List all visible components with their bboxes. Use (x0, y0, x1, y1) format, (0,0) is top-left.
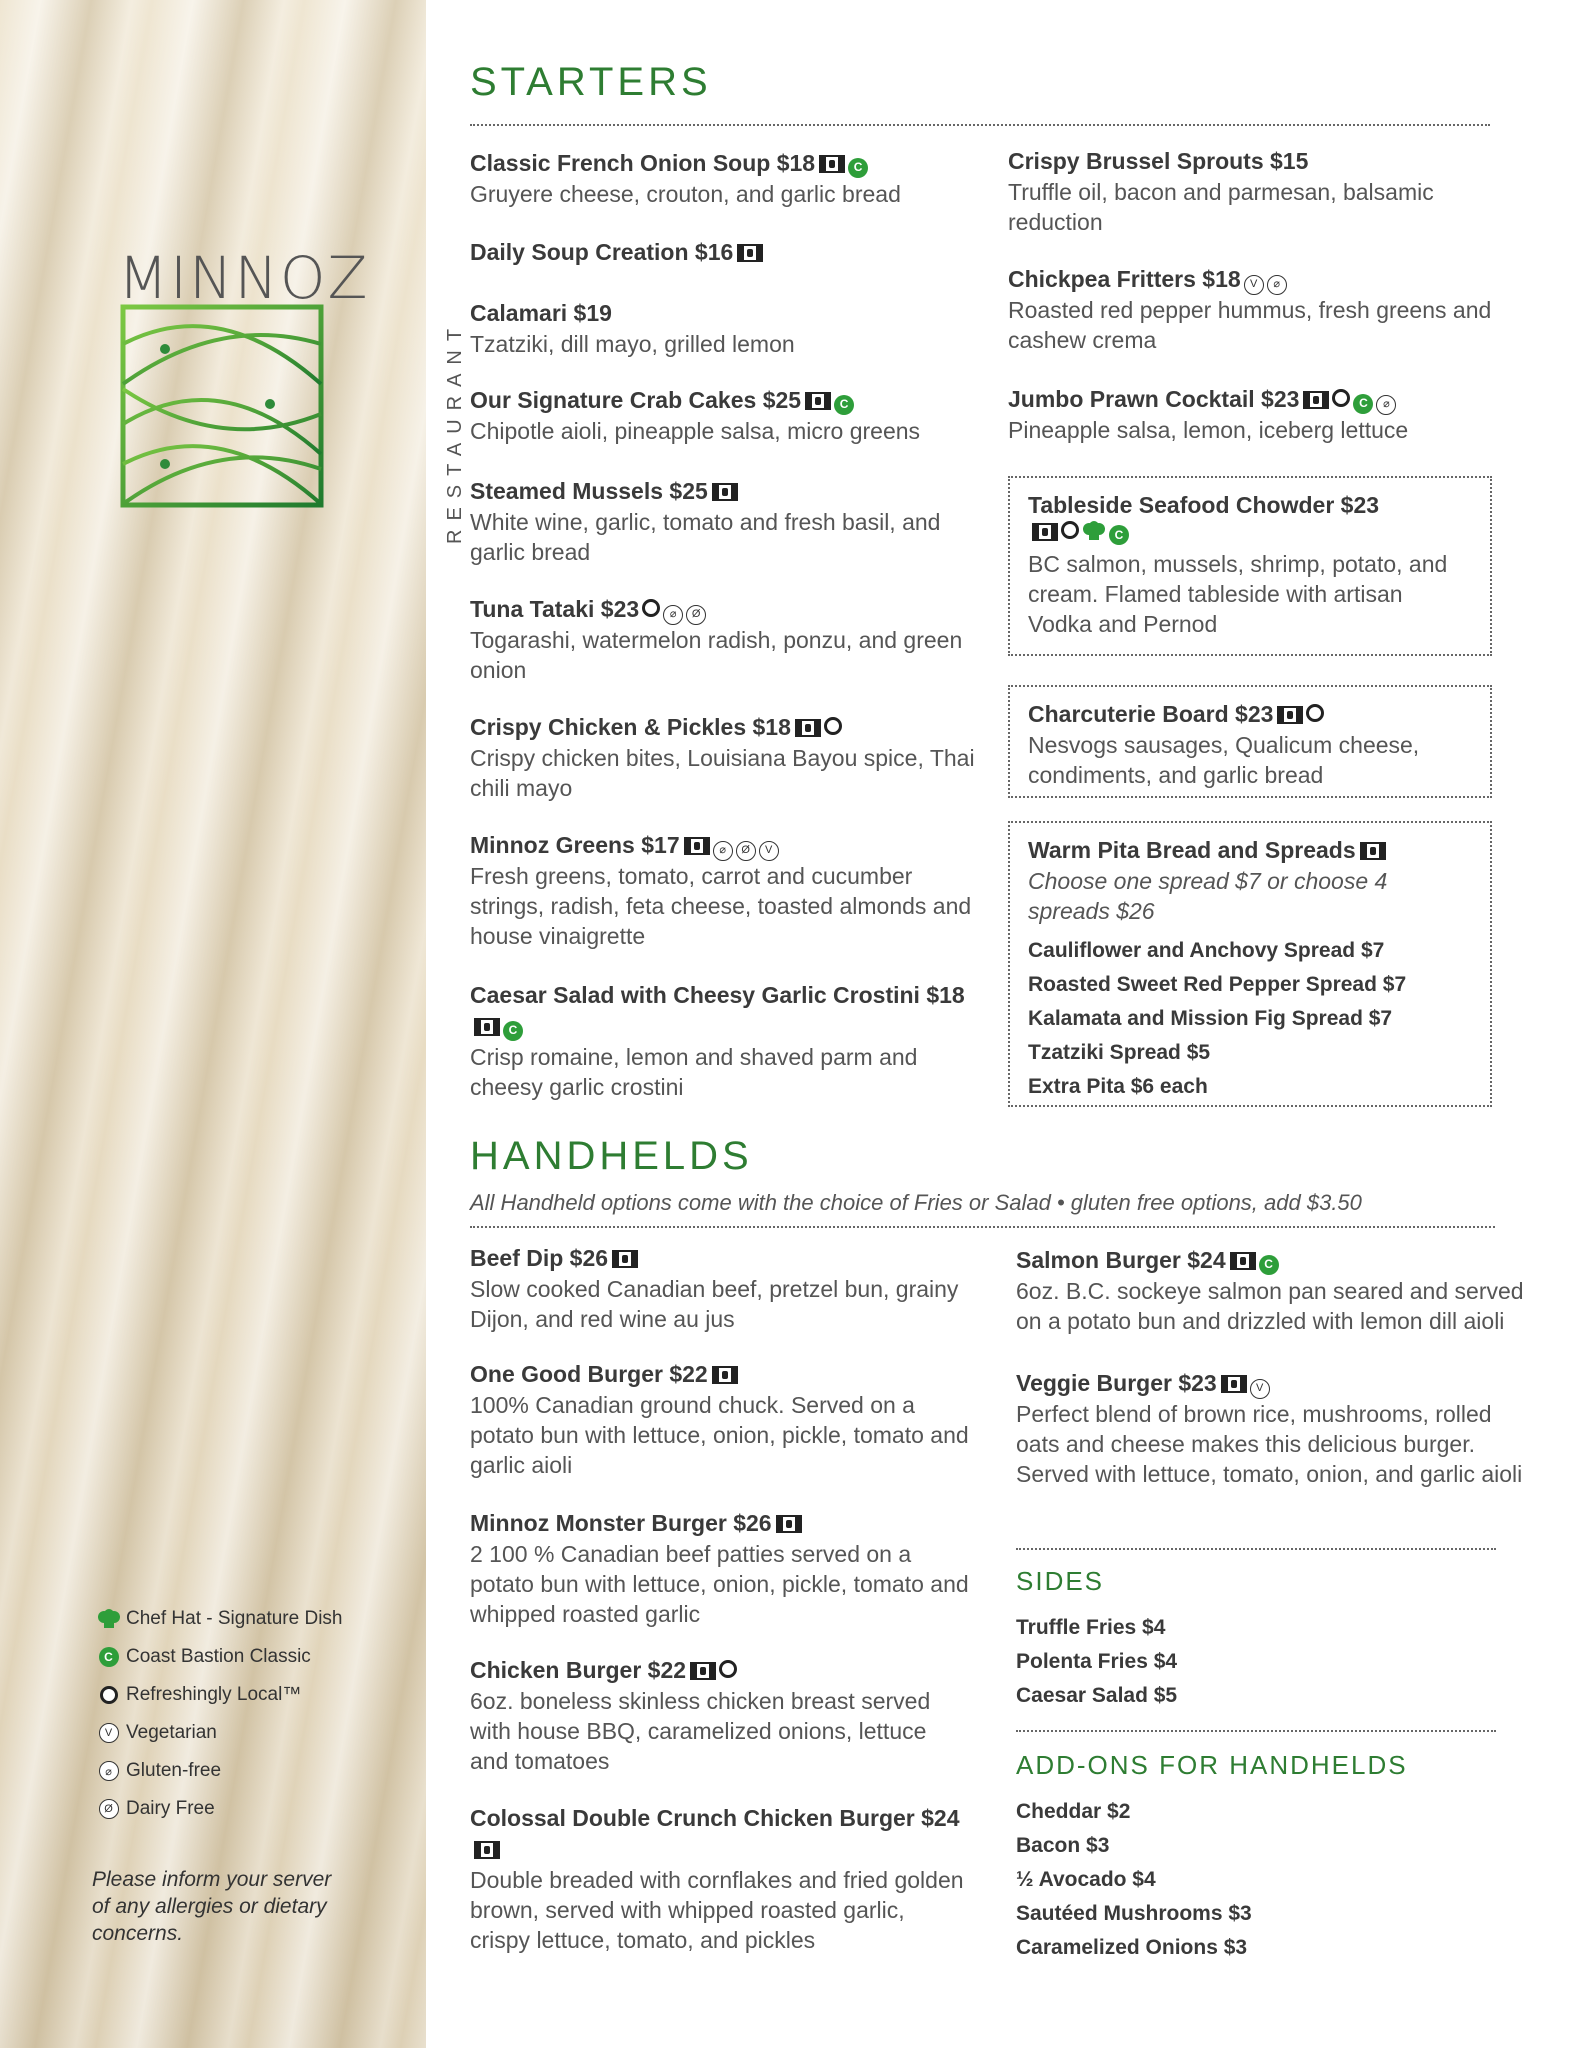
sides-list (1016, 1611, 1177, 1713)
item-desc: 100% Canadian ground chuck. Served on a potato bun with lettuce, onion, pickle, tomato and garlic aioli (470, 1392, 969, 1478)
item-name: Steamed Mussels $25 (470, 478, 708, 504)
brand-name: MINNOZ (118, 244, 370, 312)
canada-flag-icon (474, 1841, 500, 1859)
local-icon (642, 599, 660, 617)
item-icons (1273, 701, 1324, 727)
vegetarian-icon: V (759, 841, 779, 861)
item-desc: Nesvogs sausages, Qualicum cheese, condiments, and garlic bread (1028, 732, 1420, 788)
item-desc: Pineapple salsa, lemon, iceberg lettuce (1008, 417, 1409, 443)
item-name: One Good Burger $22 (470, 1361, 708, 1387)
pita-box (1008, 821, 1492, 1107)
canada-flag-icon (474, 1018, 500, 1036)
chef-hat-icon (97, 1609, 121, 1629)
item-icons (686, 1657, 737, 1683)
legend-item (92, 1676, 343, 1714)
menu-item (1016, 1245, 1536, 1336)
item-desc: Togarashi, watermelon radish, ponzu, and green onion (470, 627, 963, 683)
menu-item (470, 237, 990, 268)
menu-item (470, 385, 990, 446)
coast-bastion-icon: C (1353, 394, 1373, 414)
item-name: Daily Soup Creation $16 (470, 239, 734, 265)
legend-item (92, 1790, 343, 1828)
coast-bastion-icon: C (834, 395, 854, 415)
gluten-free-icon: ⌀ (663, 605, 683, 625)
coast-bastion-icon: C (503, 1021, 523, 1041)
canada-flag-icon (737, 244, 763, 262)
list-item: Bacon $3 (1016, 1834, 1110, 1857)
item-name-row (470, 980, 990, 1042)
menu-item (1008, 384, 1508, 445)
item-icons (791, 714, 842, 740)
item-icons (801, 387, 854, 413)
item-name-row (1008, 384, 1508, 415)
item-desc: Tzatziki, dill mayo, grilled lemon (470, 331, 795, 357)
gluten-free-icon: ⌀ (99, 1761, 119, 1781)
item-desc: 6oz. B.C. sockeye salmon pan seared and served on a potato bun and drizzled with lemon dill aioli (1016, 1278, 1524, 1334)
item-name-row (470, 385, 990, 416)
item-desc: Crispy chicken bites, Louisiana Bayou spice, Thai chili mayo (470, 745, 975, 801)
item-name: Warm Pita Bread and Spreads (1028, 837, 1356, 863)
starters-heading: STARTERS (470, 60, 712, 104)
item-desc: Slow cooked Canadian beef, pretzel bun, grainy Dijon, and red wine au jus (470, 1276, 959, 1332)
item-name-row (470, 1655, 970, 1686)
item-name-row (470, 237, 990, 268)
menu-item (470, 594, 990, 685)
canada-flag-icon (1277, 706, 1303, 724)
menu-item (470, 830, 990, 951)
item-name: Jumbo Prawn Cocktail $23 (1008, 386, 1300, 412)
item-icons (680, 832, 779, 858)
list-item: Caesar Salad $5 (1016, 1684, 1178, 1707)
handhelds-heading: HANDHELDS (470, 1134, 753, 1178)
item-name: Beef Dip $26 (470, 1245, 609, 1271)
item-name: Veggie Burger $23 (1016, 1370, 1217, 1396)
item-icons (470, 1013, 523, 1039)
chef-hat-icon (1082, 521, 1106, 541)
menu-item (470, 476, 990, 567)
coast-bastion-icon: C (99, 1647, 119, 1667)
local-icon (1306, 704, 1324, 722)
canada-flag-icon (1303, 391, 1329, 409)
item-name-row (470, 1243, 970, 1274)
vegetarian-icon: V (1250, 1379, 1270, 1399)
canada-flag-icon (805, 392, 831, 410)
item-icons (708, 478, 738, 504)
local-icon (1061, 521, 1079, 539)
item-icons (1028, 521, 1472, 545)
legend-item (92, 1638, 343, 1676)
item-name: Chickpea Fritters $18 (1008, 266, 1241, 292)
item-name-row (470, 476, 990, 507)
local-icon (100, 1686, 118, 1704)
menu-item (470, 980, 990, 1102)
legend-item (92, 1714, 343, 1752)
item-icons (815, 150, 868, 176)
item-icons (772, 1510, 802, 1536)
item-icons (733, 239, 763, 265)
handhelds-note: All Handheld options come with the choice of Fries or Salad • gluten free options, add $3.50 (470, 1190, 1362, 1215)
list-item: Cauliflower and Anchovy Spread $7 (1028, 939, 1385, 962)
item-name-row (470, 712, 990, 743)
list-item: Truffle Fries $4 (1016, 1616, 1166, 1639)
fish-logo-icon (120, 304, 324, 508)
menu-item (470, 1655, 970, 1776)
menu-item (470, 1359, 970, 1480)
spread-list (1028, 934, 1472, 1104)
menu-item (470, 148, 990, 209)
gluten-free-icon: ⌀ (713, 841, 733, 861)
coast-bastion-icon: C (1109, 525, 1129, 545)
divider (1016, 1730, 1496, 1732)
item-name: Minnoz Monster Burger $26 (470, 1510, 772, 1536)
item-desc: Perfect blend of brown rice, mushrooms, rolled oats and cheese makes this delicious burger. Served with lettuce, tomato, onion, and garlic aioli (1016, 1401, 1523, 1487)
vegetarian-icon: V (99, 1723, 119, 1743)
list-item: ½ Avocado $4 (1016, 1868, 1156, 1891)
list-item: Roasted Sweet Red Pepper Spread $7 (1028, 973, 1407, 996)
item-name-row (470, 148, 990, 179)
canada-flag-icon (795, 719, 821, 737)
legend-label: Refreshingly Local™ (126, 1684, 302, 1705)
canada-flag-icon (690, 1662, 716, 1680)
item-desc: Double breaded with cornflakes and fried golden brown, served with whipped roasted garlic, crispy lettuce, tomato, and pickles (470, 1867, 964, 1953)
local-icon (719, 1660, 737, 1678)
item-desc: Gruyere cheese, crouton, and garlic bread (470, 181, 901, 207)
canada-flag-icon (712, 1366, 738, 1384)
list-item: Cheddar $2 (1016, 1800, 1131, 1823)
local-icon (824, 717, 842, 735)
canada-flag-icon (819, 155, 845, 173)
menu-item (470, 298, 990, 359)
item-name: Our Signature Crab Cakes $25 (470, 387, 802, 413)
gluten-free-icon: ⌀ (1267, 275, 1287, 295)
legend-label: Chef Hat - Signature Dish (126, 1608, 343, 1629)
item-name: Minnoz Greens $17 (470, 832, 680, 858)
item-name-row (1008, 264, 1508, 295)
item-name-row (470, 594, 990, 625)
coast-bastion-icon: C (848, 158, 868, 178)
addons-list (1016, 1795, 1252, 1965)
list-item: Caramelized Onions $3 (1016, 1936, 1248, 1959)
pita-note: Choose one spread $7 or choose 4 spreads $26 (1028, 868, 1388, 924)
canada-flag-icon (612, 1250, 638, 1268)
chowder-box (1008, 476, 1492, 656)
item-desc: Fresh greens, tomato, carrot and cucumber strings, radish, feta cheese, toasted almonds and house vinaigrette (470, 863, 972, 949)
divider (470, 124, 1490, 126)
item-desc: BC salmon, mussels, shrimp, potato, and cream. Flamed tableside with artisan Vodka and Pernod (1028, 551, 1448, 637)
local-icon (1332, 389, 1350, 407)
item-icons (708, 1361, 738, 1387)
item-desc: Chipotle aioli, pineapple salsa, micro greens (470, 418, 921, 444)
list-item: Sautéed Mushrooms $3 (1016, 1902, 1252, 1925)
item-desc: White wine, garlic, tomato and fresh basil, and garlic bread (470, 509, 941, 565)
item-name: Crispy Brussel Sprouts $15 (1008, 148, 1309, 174)
icon-legend (92, 1600, 343, 1828)
divider (1016, 1548, 1496, 1550)
item-desc: 2 100 % Canadian beef patties served on a potato bun with lettuce, onion, pickle, tomato and whipped roasted garlic (470, 1541, 969, 1627)
list-item: Polenta Fries $4 (1016, 1650, 1178, 1673)
item-icons (639, 596, 706, 622)
canada-flag-icon (776, 1515, 802, 1533)
legend-label: Dairy Free (126, 1798, 215, 1819)
legend-label: Vegetarian (126, 1722, 217, 1743)
item-name: Caesar Salad with Cheesy Garlic Crostini $18 (470, 982, 965, 1008)
charcuterie-box (1008, 685, 1492, 798)
item-name-row (470, 830, 990, 861)
list-item: Kalamata and Mission Fig Spread $7 (1028, 1007, 1393, 1030)
canada-flag-icon (1221, 1375, 1247, 1393)
item-name-row (1008, 146, 1508, 177)
item-name-row (1016, 1245, 1536, 1276)
addons-heading: ADD-ONS FOR HANDHELDS (1016, 1750, 1408, 1780)
item-name-row (1028, 699, 1472, 730)
item-name-row (1016, 1368, 1536, 1399)
canada-flag-icon (712, 483, 738, 501)
item-name: Salmon Burger $24 (1016, 1247, 1226, 1273)
canada-flag-icon (1360, 842, 1386, 860)
item-name: Colossal Double Crunch Chicken Burger $24 (470, 1805, 960, 1831)
item-name: Charcuterie Board $23 (1028, 701, 1274, 727)
item-name-row (470, 1803, 970, 1865)
canada-flag-icon (684, 837, 710, 855)
gluten-free-icon: ⌀ (1376, 395, 1396, 415)
item-icons (1226, 1247, 1279, 1273)
item-desc: Truffle oil, bacon and parmesan, balsamic reduction (1008, 179, 1434, 235)
item-name: Calamari $19 (470, 300, 612, 326)
menu-item (1008, 146, 1508, 237)
item-desc: Crisp romaine, lemon and shaved parm and cheesy garlic crostini (470, 1044, 918, 1100)
item-icons (608, 1245, 638, 1271)
menu-item (470, 1508, 970, 1629)
legend-item (92, 1600, 343, 1638)
item-icons (1356, 837, 1386, 863)
coast-bastion-icon: C (1259, 1255, 1279, 1275)
legend-item (92, 1752, 343, 1790)
item-icons (1241, 266, 1287, 292)
item-name-row (470, 1359, 970, 1390)
list-item: Extra Pita $6 each (1028, 1075, 1208, 1098)
divider (470, 1226, 1495, 1228)
canada-flag-icon (1032, 523, 1058, 541)
menu-item (1016, 1368, 1536, 1489)
brand-tagline: RESTAURANT (444, 319, 466, 544)
menu-item (470, 1243, 970, 1334)
item-desc: Roasted red pepper hummus, fresh greens and cashew crema (1008, 297, 1492, 353)
item-icons (1299, 386, 1396, 412)
item-icons (1217, 1370, 1270, 1396)
legend-label: Gluten-free (126, 1760, 222, 1781)
item-name: Tuna Tataki $23 (470, 596, 640, 622)
curtain-panel (0, 0, 466, 2048)
item-name: Tableside Seafood Chowder $23 (1028, 492, 1380, 518)
item-name-row (1028, 835, 1472, 866)
menu-item (470, 712, 990, 803)
dairy-free-icon: Ø (99, 1799, 119, 1819)
item-name-row (470, 298, 990, 329)
menu-item (470, 1803, 970, 1955)
menu-content (470, 0, 1570, 2048)
item-icons (470, 1836, 500, 1862)
item-name: Classic French Onion Soup $18 (470, 150, 816, 176)
list-item: Tzatziki Spread $5 (1028, 1041, 1211, 1064)
item-desc: 6oz. boneless skinless chicken breast served with house BBQ, caramelized onions, lettuce and tomatoes (470, 1688, 931, 1774)
dairy-free-icon: Ø (736, 841, 756, 861)
item-name-row (470, 1508, 970, 1539)
legend-label: Coast Bastion Classic (126, 1646, 311, 1667)
canada-flag-icon (1230, 1252, 1256, 1270)
sides-heading: SIDES (1016, 1566, 1105, 1596)
vegetarian-icon: V (1244, 275, 1264, 295)
item-name: Chicken Burger $22 (470, 1657, 687, 1683)
dairy-free-icon: Ø (686, 605, 706, 625)
item-name: Crispy Chicken & Pickles $18 (470, 714, 791, 740)
menu-item (1008, 264, 1508, 355)
allergy-note: Please inform your server of any allergies or dietary concerns. (92, 1868, 332, 1945)
